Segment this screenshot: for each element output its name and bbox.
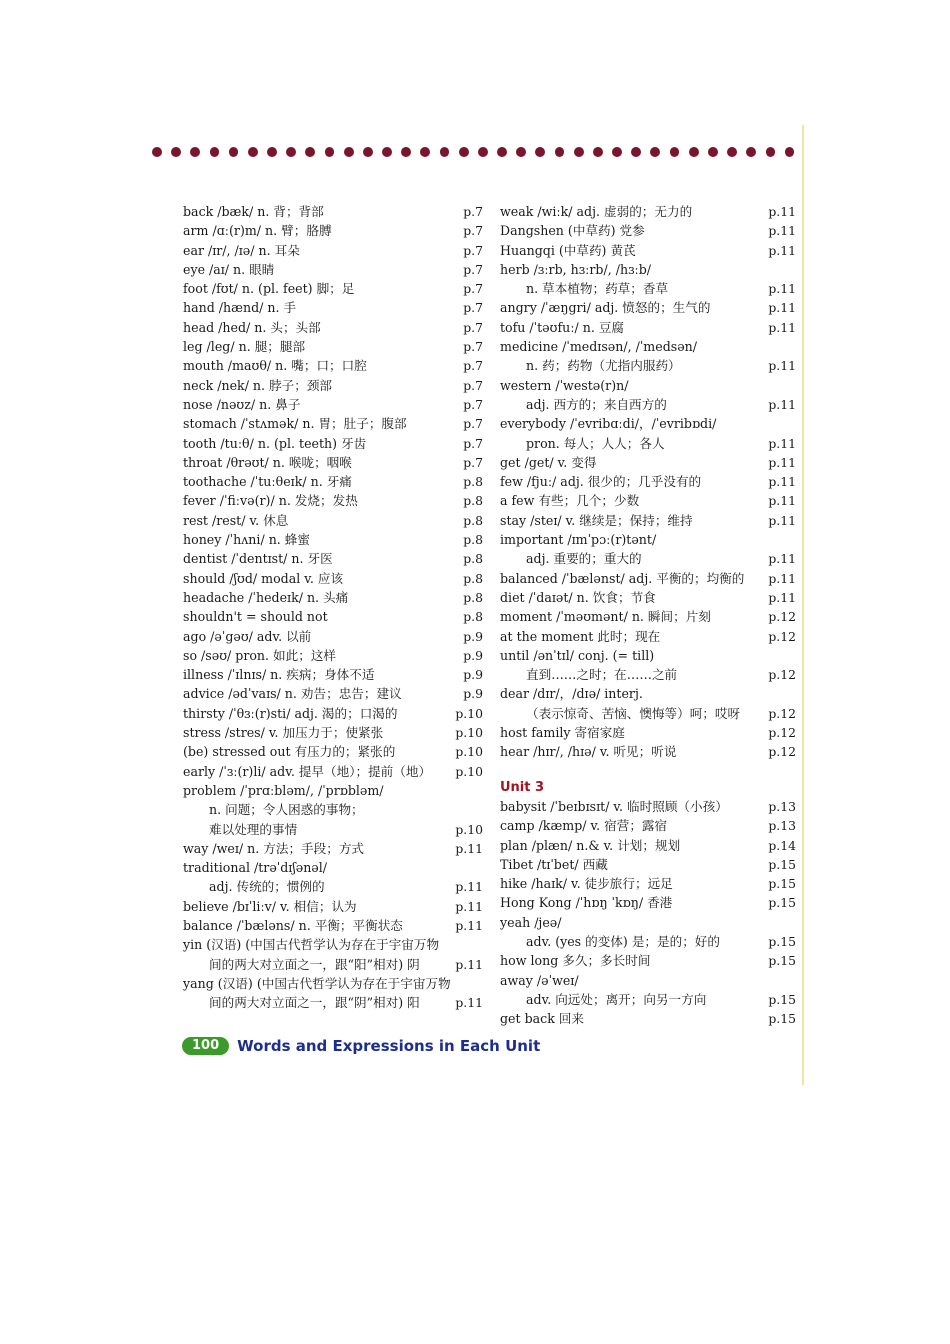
word-entry — [500, 434, 796, 453]
entry-text: how long 多久；多长时间 — [500, 953, 651, 969]
entry-text: so /səʊ/ pron. 如此；这样 — [183, 647, 337, 663]
entry-text: yang (汉语) (中国古代哲学认为存在于宇宙万物 — [183, 975, 451, 991]
entry-page-ref: p.7 — [463, 261, 483, 277]
decorative-dot — [555, 147, 565, 157]
decorative-dot — [785, 147, 795, 157]
entry-text: rest /rest/ v. 休息 — [183, 512, 289, 528]
entry-page-ref: p.7 — [463, 319, 483, 335]
entry-text: balanced /ˈbælənst/ adj. 平衡的；均衡的 — [500, 570, 745, 586]
word-entry — [500, 241, 796, 260]
word-entry — [500, 511, 796, 530]
word-entry — [500, 569, 796, 588]
entry-text: (be) stressed out 有压力的；紧张的 — [183, 744, 396, 760]
word-entry — [500, 414, 796, 433]
word-entry — [500, 742, 796, 761]
word-entry — [183, 569, 483, 588]
word-entry — [500, 202, 796, 221]
entry-text: problem /ˈprɑːbləm/, /ˈprɒbləm/ — [183, 782, 384, 798]
entry-page-ref: p.7 — [463, 281, 483, 297]
decorative-dot — [363, 147, 373, 157]
word-entry — [183, 858, 483, 877]
word-entry — [500, 472, 796, 491]
decorative-dot — [478, 147, 488, 157]
entry-page-ref: p.11 — [455, 898, 483, 914]
decorative-dot — [190, 147, 200, 157]
entry-text: away /əˈweɪ/ — [500, 972, 579, 988]
word-entry — [183, 434, 483, 453]
entry-page-ref: p.7 — [463, 204, 483, 219]
word-entry — [183, 935, 483, 954]
entry-text: herb /ɜːrb, hɜːrb/, /hɜːb/ — [500, 261, 652, 277]
left-word-column — [183, 202, 483, 1012]
decorative-dot — [286, 147, 296, 157]
word-entry — [183, 955, 483, 974]
entry-text: adj. 重要的；重大的 — [526, 551, 642, 567]
entry-page-ref: p.11 — [455, 879, 483, 895]
decorative-dot — [171, 147, 181, 157]
word-entry — [500, 395, 796, 414]
entry-page-ref: p.15 — [768, 991, 796, 1007]
word-entry — [500, 816, 796, 835]
entry-text: adj. 西方的；来自西方的 — [526, 396, 667, 412]
word-entry — [500, 971, 796, 990]
entry-text: nose /nəʊz/ n. 鼻子 — [183, 396, 301, 412]
decorative-dot — [210, 147, 220, 157]
word-entry — [500, 627, 796, 646]
entry-page-ref: p.12 — [768, 744, 796, 760]
decorative-dot — [229, 147, 239, 157]
word-entry — [500, 684, 796, 703]
entry-page-ref: p.7 — [463, 300, 483, 316]
entry-text: medicine /ˈmedɪsən/, /ˈmedsən/ — [500, 339, 698, 355]
entry-page-ref: p.12 — [768, 628, 796, 644]
entry-page-ref: p.11 — [455, 840, 483, 856]
entry-text: （表示惊奇、苦恼、懊悔等）呵；哎呀 — [526, 705, 741, 721]
entry-text: n. 草本植物；药草；香草 — [526, 281, 669, 297]
decorative-dot — [670, 147, 680, 157]
word-entry — [500, 951, 796, 970]
word-entry — [500, 723, 796, 742]
page-edge-line — [802, 125, 804, 1085]
word-entry — [183, 916, 483, 935]
word-entry — [500, 530, 796, 549]
page-number-badge: 100 — [182, 1037, 229, 1055]
entry-text: weak /wiːk/ adj. 虚弱的；无力的 — [500, 204, 693, 219]
word-entry — [183, 472, 483, 491]
word-entry — [183, 897, 483, 916]
entry-page-ref: p.12 — [768, 609, 796, 625]
entry-text: everybody /ˈevribɑːdi/，/ˈevribɒdi/ — [500, 416, 717, 432]
entry-page-ref: p.10 — [455, 744, 483, 760]
entry-text: hike /haɪk/ v. 徒步旅行；远足 — [500, 876, 673, 892]
entry-page-ref: p.11 — [768, 454, 796, 470]
decorative-dot — [593, 147, 603, 157]
entry-text: stomach /ˈstʌmək/ n. 胃；肚子；腹部 — [183, 416, 407, 432]
decorative-dot — [459, 147, 469, 157]
entry-text: a few 有些；几个；少数 — [500, 493, 640, 509]
word-entry — [183, 742, 483, 761]
entry-page-ref: p.11 — [455, 917, 483, 933]
entry-text: advice /ədˈvaɪs/ n. 劝告；忠告；建议 — [183, 686, 402, 702]
word-entry — [500, 453, 796, 472]
entry-text: n. 药；药物（尤指内服药） — [526, 358, 681, 374]
entry-text: tooth /tuːθ/ n. (pl. teeth) 牙齿 — [183, 435, 367, 451]
entry-text: throat /θrəʊt/ n. 喉咙；咽喉 — [183, 454, 352, 470]
entry-page-ref: p.9 — [463, 647, 483, 663]
entry-text: honey /ˈhʌni/ n. 蜂蜜 — [183, 532, 310, 548]
entry-page-ref: p.11 — [768, 551, 796, 567]
word-entry — [500, 990, 796, 1009]
word-entry — [183, 723, 483, 742]
word-entry — [183, 665, 483, 684]
entry-page-ref: p.11 — [768, 300, 796, 316]
entry-text: yin (汉语) (中国古代哲学认为存在于宇宙万物 — [183, 937, 440, 953]
word-entry — [500, 260, 796, 279]
word-entry — [500, 913, 796, 932]
word-entry — [183, 414, 483, 433]
entry-text: believe /bɪˈliːv/ v. 相信；认为 — [183, 898, 357, 914]
entry-text: traditional /trəˈdɪʃənəl/ — [183, 860, 328, 876]
entry-text: way /weɪ/ n. 方法；手段；方式 — [183, 840, 365, 856]
footer-title: Words and Expressions in Each Unit — [237, 1037, 541, 1055]
word-entry — [183, 820, 483, 839]
word-entry — [183, 993, 483, 1012]
decorative-dot — [344, 147, 354, 157]
decorative-dot — [267, 147, 277, 157]
entry-text: at the moment 此时；现在 — [500, 628, 661, 644]
decorative-dot — [746, 147, 756, 157]
word-entry — [183, 202, 483, 221]
word-entry — [500, 932, 796, 951]
decorative-dot — [382, 147, 392, 157]
entry-page-ref: p.7 — [463, 223, 483, 239]
entry-page-ref: p.8 — [463, 512, 483, 528]
entry-text: toothache /ˈtuːθeɪk/ n. 牙痛 — [183, 474, 352, 490]
page-footer — [182, 1035, 540, 1057]
entry-text: hear /hɪr/, /hɪə/ v. 听见；听说 — [500, 744, 677, 760]
word-entry — [500, 376, 796, 395]
entry-page-ref: p.9 — [463, 628, 483, 644]
decorative-dot — [727, 147, 737, 157]
decorative-dot — [420, 147, 430, 157]
decorative-dot — [574, 147, 584, 157]
decorative-dot — [612, 147, 622, 157]
decorative-dot — [497, 147, 507, 157]
word-entry — [500, 646, 796, 665]
entry-page-ref: p.7 — [463, 339, 483, 355]
entry-page-ref: p.8 — [463, 589, 483, 605]
entry-text: headache /ˈhedeɪk/ n. 头痛 — [183, 589, 349, 605]
entry-page-ref: p.10 — [455, 763, 483, 779]
word-entry — [183, 800, 483, 819]
entry-text: western /ˈwestə(r)n/ — [500, 377, 629, 393]
word-entry — [183, 376, 483, 395]
entry-page-ref: p.11 — [768, 570, 796, 586]
entry-text: diet /ˈdaɪət/ n. 饮食；节食 — [500, 589, 656, 605]
entry-text: illness /ˈɪlnɪs/ n. 疾病；身体不适 — [183, 667, 375, 683]
entry-page-ref: p.7 — [463, 242, 483, 258]
entry-page-ref: p.8 — [463, 609, 483, 625]
entry-text: plan /plæn/ n.& v. 计划；规划 — [500, 837, 681, 853]
entry-text: 难以处理的事情 — [209, 821, 298, 837]
word-entry — [183, 530, 483, 549]
entry-page-ref: p.8 — [463, 532, 483, 548]
entry-text: hand /hænd/ n. 手 — [183, 300, 297, 316]
entry-page-ref: p.11 — [455, 956, 483, 972]
entry-page-ref: p.13 — [768, 798, 796, 814]
word-entry — [500, 298, 796, 317]
word-entry — [183, 337, 483, 356]
entry-text: tofu /ˈtəʊfuː/ n. 豆腐 — [500, 319, 625, 335]
decorative-dot — [325, 147, 335, 157]
word-entry — [500, 221, 796, 240]
entry-page-ref: p.11 — [768, 512, 796, 528]
entry-text: Hong Kong /ˈhɒŋ ˈkɒŋ/ 香港 — [500, 895, 673, 911]
entry-text: foot /fʊt/ n. (pl. feet) 脚；足 — [183, 281, 355, 297]
entry-page-ref: p.11 — [768, 396, 796, 412]
word-entry — [183, 298, 483, 317]
entry-text: early /ˈɜː(r)li/ adv. 提早（地）；提前（地） — [183, 763, 432, 779]
entry-text: 间的两大对立面之一，跟“阴”相对) 阳 — [209, 995, 420, 1011]
entry-text: few /fjuː/ adj. 很少的；几乎没有的 — [500, 474, 702, 490]
entry-text: mouth /maʊθ/ n. 嘴；口；口腔 — [183, 358, 367, 374]
word-entry — [183, 221, 483, 240]
entry-page-ref: p.10 — [455, 725, 483, 741]
word-entry — [500, 491, 796, 510]
decorative-dot — [401, 147, 411, 157]
entry-page-ref: p.8 — [463, 551, 483, 567]
entry-page-ref: p.11 — [768, 589, 796, 605]
word-entry — [500, 874, 796, 893]
entry-page-ref: p.12 — [768, 705, 796, 721]
decorative-dot — [650, 147, 660, 157]
decorative-dot — [766, 147, 776, 157]
entry-page-ref: p.11 — [768, 204, 796, 219]
word-entry — [183, 549, 483, 568]
entry-text: back /bæk/ n. 背；背部 — [183, 204, 324, 219]
word-entry — [500, 549, 796, 568]
word-entry — [183, 491, 483, 510]
entry-text: stay /steɪ/ v. 继续是；保持；维持 — [500, 512, 693, 528]
word-entry — [500, 893, 796, 912]
entry-text: arm /ɑː(r)m/ n. 臂；胳膊 — [183, 223, 332, 239]
entry-text: neck /nek/ n. 脖子；颈部 — [183, 377, 333, 393]
entry-page-ref: p.7 — [463, 435, 483, 451]
decorative-dot — [689, 147, 699, 157]
word-entry — [183, 704, 483, 723]
word-entry — [500, 704, 796, 723]
word-entry — [183, 511, 483, 530]
entry-text: Unit 3 — [500, 779, 545, 795]
word-entry — [500, 318, 796, 337]
entry-text: 直到……之时；在……之前 — [526, 667, 678, 683]
entry-text: ear /ɪr/, /ɪə/ n. 耳朵 — [183, 242, 300, 258]
entry-text: yeah /jeə/ — [500, 914, 562, 930]
entry-text: Tibet /tɪˈbet/ 西藏 — [500, 856, 608, 872]
entry-page-ref: p.15 — [768, 895, 796, 911]
entry-page-ref: p.9 — [463, 686, 483, 702]
word-entry — [183, 974, 483, 993]
word-entry — [183, 356, 483, 375]
dotted-rule — [152, 143, 804, 161]
entry-text: camp /kæmp/ v. 宿营；露宿 — [500, 818, 668, 834]
entry-text: should /ʃʊd/ modal v. 应该 — [183, 570, 344, 586]
entry-text: get back 回来 — [500, 1011, 585, 1027]
word-entry — [500, 836, 796, 855]
entry-page-ref: p.15 — [768, 933, 796, 949]
decorative-dot — [631, 147, 641, 157]
entry-page-ref: p.11 — [768, 435, 796, 451]
entry-text: balance /ˈbæləns/ n. 平衡；平衡状态 — [183, 917, 403, 933]
word-entry — [183, 453, 483, 472]
entry-page-ref: p.11 — [768, 474, 796, 490]
entry-page-ref: p.15 — [768, 876, 796, 892]
word-entry — [500, 607, 796, 626]
decorative-dot — [516, 147, 526, 157]
decorative-dot — [440, 147, 450, 157]
entry-page-ref: p.15 — [768, 856, 796, 872]
word-entry — [183, 395, 483, 414]
decorative-dot — [305, 147, 315, 157]
entry-page-ref: p.7 — [463, 377, 483, 393]
entry-page-ref: p.11 — [455, 995, 483, 1011]
word-entry — [500, 665, 796, 684]
right-word-column — [500, 202, 796, 1028]
word-entry — [183, 877, 483, 896]
entry-text: adj. 传统的；惯例的 — [209, 879, 325, 895]
word-entry — [500, 337, 796, 356]
entry-page-ref: p.11 — [768, 242, 796, 258]
entry-text: head /hed/ n. 头；头部 — [183, 319, 321, 335]
entry-page-ref: p.11 — [768, 281, 796, 297]
entry-text: get /get/ v. 变得 — [500, 454, 597, 470]
entry-page-ref: p.15 — [768, 953, 796, 969]
decorative-dot — [248, 147, 258, 157]
word-entry — [183, 646, 483, 665]
entry-page-ref: p.11 — [768, 493, 796, 509]
entry-page-ref: p.10 — [455, 821, 483, 837]
entry-text: dentist /ˈdentɪst/ n. 牙医 — [183, 551, 333, 567]
entry-page-ref: p.9 — [463, 667, 483, 683]
entry-text: fever /ˈfiːvə(r)/ n. 发烧；发热 — [183, 493, 358, 509]
entry-text: thirsty /ˈθɜː(r)sti/ adj. 渴的；口渴的 — [183, 705, 398, 721]
word-entry — [500, 588, 796, 607]
entry-page-ref: p.11 — [768, 223, 796, 239]
decorative-dot — [535, 147, 545, 157]
word-entry — [183, 588, 483, 607]
word-entry — [183, 260, 483, 279]
entry-text: angry /ˈæŋgri/ adj. 愤怒的；生气的 — [500, 300, 711, 316]
word-entry — [183, 241, 483, 260]
entry-page-ref: p.15 — [768, 1011, 796, 1027]
entry-text: ago /əˈgəʊ/ adv. 以前 — [183, 628, 312, 644]
word-entry — [183, 607, 483, 626]
entry-text: moment /ˈməʊmənt/ n. 瞬间；片刻 — [500, 609, 711, 625]
entry-page-ref: p.13 — [768, 818, 796, 834]
word-entry — [500, 279, 796, 298]
entry-page-ref: p.7 — [463, 396, 483, 412]
word-entry — [183, 781, 483, 800]
entry-page-ref: p.11 — [768, 319, 796, 335]
entry-page-ref: p.7 — [463, 416, 483, 432]
entry-text: eye /aɪ/ n. 眼睛 — [183, 261, 275, 277]
entry-page-ref: p.8 — [463, 474, 483, 490]
entry-text: n. 问题；令人困惑的事物； — [209, 802, 364, 818]
entry-page-ref: p.11 — [768, 358, 796, 374]
word-entry — [183, 684, 483, 703]
entry-text: pron. 每人；人人；各人 — [526, 435, 665, 451]
entry-page-ref: p.8 — [463, 570, 483, 586]
decorative-dot — [152, 147, 162, 157]
entry-page-ref: p.10 — [455, 705, 483, 721]
entry-text: important /ɪmˈpɔː(r)tənt/ — [500, 532, 657, 548]
word-entry — [500, 855, 796, 874]
word-entry — [183, 318, 483, 337]
unit-heading — [500, 778, 796, 797]
entry-text: babysit /ˈbeɪbɪsɪt/ v. 临时照顾（小孩） — [500, 798, 728, 814]
entry-page-ref: p.7 — [463, 358, 483, 374]
entry-text: adv. 向远处；离开；向另一方向 — [526, 991, 707, 1007]
word-entry — [183, 839, 483, 858]
entry-text: dear /dɪr/，/dɪə/ interj. — [500, 686, 643, 702]
word-entry — [500, 1009, 796, 1028]
entry-text: host family 寄宿家庭 — [500, 725, 625, 741]
decorative-dot — [708, 147, 718, 157]
entry-page-ref: p.8 — [463, 493, 483, 509]
entry-text: Huangqi (中草药) 黄芪 — [500, 242, 636, 258]
word-entry — [183, 627, 483, 646]
entry-text: 间的两大对立面之一，跟“阳”相对) 阴 — [209, 956, 420, 972]
entry-text: shouldn't = should not — [183, 609, 328, 625]
entry-page-ref: p.7 — [463, 454, 483, 470]
word-entry — [500, 797, 796, 816]
entry-text: stress /stres/ v. 加压力于；使紧张 — [183, 725, 384, 741]
entry-text: leg /leg/ n. 腿；腿部 — [183, 339, 306, 355]
word-entry — [183, 279, 483, 298]
word-entry — [183, 762, 483, 781]
entry-text: adv. (yes 的变体) 是；是的；好的 — [526, 933, 720, 949]
entry-text: until /ənˈtɪl/ conj. (= till) — [500, 647, 655, 663]
word-entry — [500, 356, 796, 375]
entry-page-ref: p.14 — [768, 837, 796, 853]
entry-page-ref: p.12 — [768, 667, 796, 683]
entry-page-ref: p.12 — [768, 725, 796, 741]
entry-text: Dangshen (中草药) 党参 — [500, 223, 645, 239]
